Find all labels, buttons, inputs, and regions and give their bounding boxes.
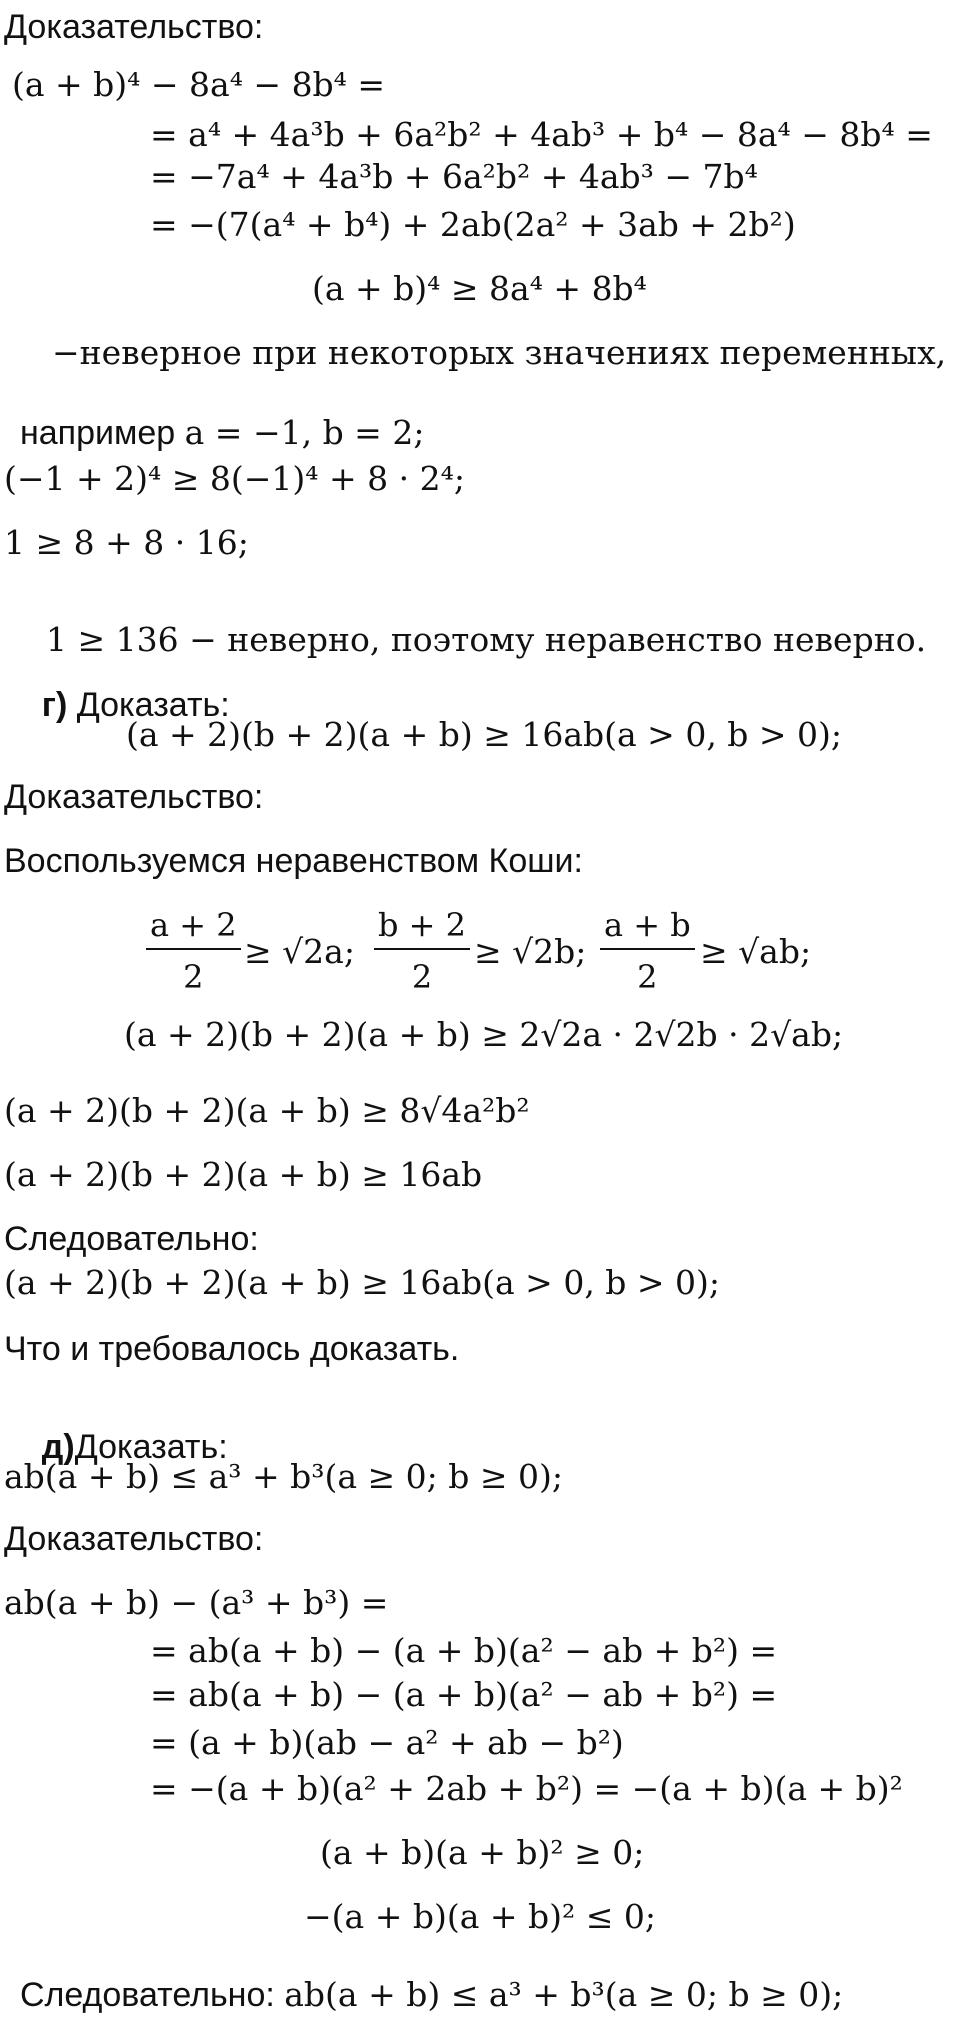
calculation-line: 1 ≥ 8 + 8 · 16;	[4, 523, 249, 562]
proof-heading: Доказательство:	[4, 8, 264, 46]
expression-line: = a⁴ + 4a³b + 6a²b² + 4ab³ + b⁴ − 8a⁴ − 8b⁴ =	[150, 115, 933, 154]
fraction-rhs: ≥ √2a;	[244, 932, 355, 971]
inequality-line: (a + 2)(b + 2)(a + b) ≥ 16ab(a > 0, b > 0);	[126, 715, 843, 754]
fraction-denominator: 2	[637, 958, 658, 996]
expression-line: = ab(a + b) − (a + b)(a² − ab + b²) =	[150, 1631, 778, 1670]
expression-line: = −(7(a⁴ + b⁴) + 2ab(2a² + 3ab + 2b²)	[150, 205, 796, 244]
proof-heading: Доказательство:	[4, 778, 264, 816]
conclusion-line	[4, 1962, 843, 2028]
task-d-label: д)	[41, 1428, 75, 1466]
result-line: (a + 2)(b + 2)(a + b) ≥ 16ab(a > 0, b > 0);	[4, 1263, 721, 1302]
calculation-line: (−1 + 2)⁴ ≥ 8(−1)⁴ + 8 · 2⁴;	[4, 459, 465, 498]
fraction-rhs: ≥ √2b;	[474, 932, 587, 971]
inequality-line: (a + b)(a + b)² ≥ 0;	[320, 1833, 645, 1872]
task-d-prove: Доказать:	[74, 1428, 228, 1466]
expression-line: (a + b)⁴ − 8a⁴ − 8b⁴ =	[12, 65, 386, 104]
fraction-rhs: ≥ √ab;	[700, 932, 812, 971]
proof-heading: Доказательство:	[4, 1520, 264, 1558]
fraction	[374, 906, 470, 996]
therefore-label: Следовательно:	[20, 1976, 285, 2014]
expression-line: = (a + b)(ab − a² + ab − b²)	[150, 1723, 624, 1762]
task-g-prove: Доказать:	[67, 686, 230, 724]
proof-step: (a + 2)(b + 2)(a + b) ≥ 16ab	[4, 1155, 483, 1194]
fraction-denominator: 2	[183, 958, 204, 996]
fraction-numerator: b + 2	[374, 906, 470, 950]
task-g-label: г)	[41, 686, 68, 724]
example-line	[4, 400, 424, 466]
expression-line: = −(a + b)(a² + 2ab + b²) = −(a + b)(a + b)²	[150, 1769, 903, 1808]
text-line: −неверное при некоторых значениях переменных,	[52, 333, 947, 372]
qed-text: Что и требовалось доказать.	[4, 1330, 460, 1368]
fraction-denominator: 2	[411, 958, 433, 996]
calculation-value: 1 ≥ 136 −	[45, 620, 228, 659]
example-label: например	[20, 414, 185, 452]
expression-line: ab(a + b) − (a³ + b³) =	[4, 1583, 389, 1622]
proof-step: (a + 2)(b + 2)(a + b) ≥ 8√4a²b²	[4, 1091, 530, 1130]
proof-step: (a + 2)(b + 2)(a + b) ≥ 2√2a · 2√2b · 2√ab;	[124, 1015, 844, 1054]
expression-line: = −7a⁴ + 4a³b + 6a²b² + 4ab³ − 7b⁴	[150, 157, 758, 196]
inequality-line: −(a + b)(a + b)² ≤ 0;	[304, 1897, 656, 1936]
example-values: a = −1, b = 2;	[184, 413, 425, 452]
calculation-conclusion: неверно, поэтому неравенство неверно.	[227, 620, 927, 659]
expression-line: = ab(a + b) − (a + b)(a² − ab + b²) =	[150, 1675, 778, 1714]
fraction-numerator: a + b	[600, 906, 695, 950]
result-line: ab(a + b) ≤ a³ + b³(a ≥ 0; b ≥ 0);	[284, 1975, 844, 2014]
fraction	[600, 906, 695, 996]
fraction	[146, 906, 241, 996]
therefore-label: Следовательно:	[4, 1220, 259, 1258]
inequality-line: (a + b)⁴ ≥ 8a⁴ + 8b⁴	[312, 269, 647, 308]
cauchy-text: Воспользуемся неравенством Коши:	[4, 842, 583, 880]
fraction-numerator: a + 2	[146, 906, 241, 950]
inequality-line: ab(a + b) ≤ a³ + b³(a ≥ 0; b ≥ 0);	[4, 1457, 564, 1496]
